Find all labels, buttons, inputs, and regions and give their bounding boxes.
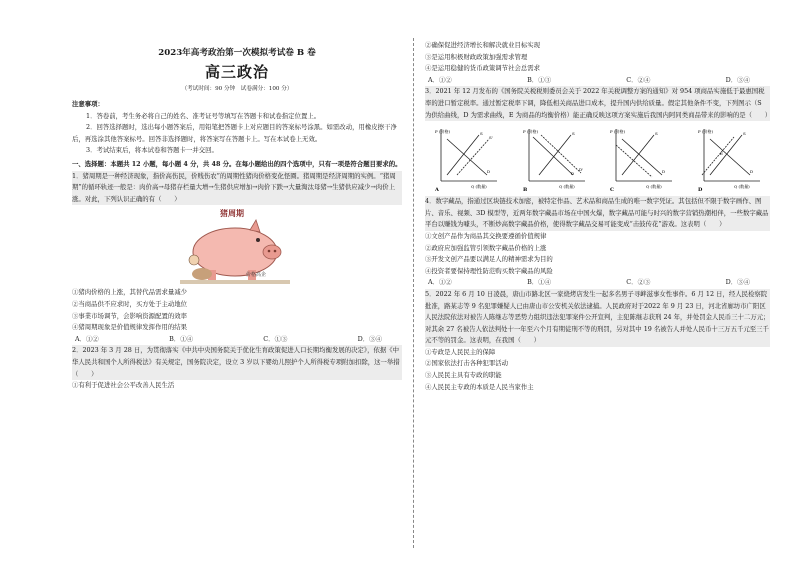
notice-heading: 注意事项： [72,100,104,108]
illustration-tag: 价格高企 [246,272,267,279]
axis-label-y: P (价格) [610,129,626,135]
curve-label: E [719,151,723,157]
chart-label: C [610,187,615,194]
choice: ①文创产品作为商品其交换要遵循价值规律 [425,231,547,240]
axis-label-y: P (价格) [435,129,451,135]
option-a: A．①② [428,278,452,287]
choice: ①有利于促进社会公平改善人民生活 [72,381,175,390]
option-c: C．②③ [626,278,651,287]
option-c: C．②④ [626,75,651,84]
option-b: B．①④ [527,278,551,287]
option-c: C．①③ [263,334,288,343]
curve-label: D' [578,167,583,173]
answer-options [425,75,770,87]
curve-label: S' [489,135,493,141]
option-a: A．①② [428,75,452,84]
choice: ②国家依法打击各种犯罪活动 [425,359,509,368]
choice: ①猪肉价格的上涨，其替代品需求量减少 [72,288,188,297]
curve-label: D [570,171,574,177]
choice: ③是运用积极财政政策加强需求管理 [425,52,528,61]
choice: ①专政是人民民主的保障 [425,347,496,356]
notice-item: 2．回答选择题时，选出每小题答案后，用铅笔把答题卡上对应题目的答案标号涂黑。如需改动，用橡皮擦干净后，再选涂其他答案标号。回答非选择题时，将答案写在答题卡上。写在本试卷上无效。 [72,123,397,143]
curve-label: S [571,131,575,137]
choice: ②政府应加强监管引领数字藏品价格的上涨 [425,243,547,252]
choice: ④猪周期现象是价值规律发挥作用的结果 [72,323,188,332]
answer-options [425,277,770,289]
chart-d [696,125,764,193]
chart-label: A [435,187,439,194]
axis-label-y: P (价格) [697,129,714,135]
curve-label: D [487,169,491,175]
left-column [72,40,402,392]
chart-label: B [522,187,527,194]
choice: ④投资者要保持理性防范购买数字藏品的风险 [425,266,553,275]
question-2-stem: 2．2023 年 3 月 28 日，为贯彻落实《中共中央国务院关于优化生育政策促进人口长期均衡发展的决定》，依据《中华人民共和国个人所得税法》有关规定，国务院决定，设立 3 岁以下婴幼儿照护个人所得税专项附加扣除，这一举措（ ） [72,345,402,380]
section-heading: 一、选择题：本题共 12 小题，每小题 4 分，共 48 分。在每小题给出的四个选项中，只有一项是符合题目要求的。 [72,159,402,168]
curve-label: D [662,169,666,175]
exam-title: 2023年高考政治第一次模拟考试卷 B 卷 [158,48,316,58]
option-b: B．①③ [527,75,551,84]
exam-meta: （考试时间：90 分钟 试卷满分：100 分） [181,86,293,92]
question-3-stem: 3．2021 年 12 月发布的《国务院关税税则委员会关于 2022 年关税调整方案的通知》对 954 项商品实施低于最惠国税率的进口暂定税率。通过暂定税率下调，降低相关商品进口成本，提升国内供给质量。假定其他条件不变，下列图示（S 为供给曲线，D 为需求曲线，E 为商品的均衡价格）能正确反映这项方案实施后我国内阿同类商品带来的影响的是（ ） [425,86,770,121]
choice: ②确保促进经济增长和解决就业目标实现 [425,41,541,49]
supply-demand-charts [433,125,764,193]
notice-item: 3．考试结束后，将本试卷和答题卡一并交回。 [86,146,218,155]
curve-label: S [480,131,483,137]
curve-label: S [742,131,746,137]
curve-label: D [749,169,754,175]
column-divider [413,38,414,548]
axis-label-x: Q (数量) [558,184,575,190]
axis-label-x: Q (数量) [471,184,487,190]
option-d: D．③④ [725,75,750,84]
subject-title: 高三政治 [204,63,269,81]
option-d: D．③④ [725,278,750,287]
right-column [425,40,770,393]
axis-label-y: P (价格) [522,129,538,135]
choice: ③人民民主具有专政的职能 [425,371,502,380]
question-4-stem: 4．数字藏品，指通过区块链技术加密，被特定作品、艺术品和商品生成的唯一数字凭证。其包括但不限于数字画作、图片、音乐、视频、3D 模型等，近两年数字藏品市场在中国火爆，数字藏品可能与时兴的数字营销热潮相伴，一些数字藏品平台以赚钱为噱头，不断炒高数字藏品价格，使得数字藏品交易可能变成“击鼓传花”游戏。这表明（ ） [425,196,770,231]
choice: ④是运用稳健的货币政策调节社会总需求 [425,64,541,73]
axis-label-x: Q (数量) [646,184,662,190]
question-1-stem: 1．猪周期是一种经济现象，指价高伤民，价贱伤农”的周期性猪肉价格变化怪圈。猪周期是经济周期的实例。“猪周期”的循环轨迹一般是：肉价高→母猪存栏量大增→生猪供应增加→肉价下跌→大量淘汰母猪→生猪供应减少→肉价上涨。对此，下列认识正确的有（ ） [72,171,402,206]
choice: ②当商品供不应求时，买方处于主动地位 [72,299,188,308]
chart-c [608,125,676,193]
axis-label-x: Q (数量) [733,184,750,190]
choice: ③开发文创产品要以满足人的精神需求为目的 [425,255,553,264]
option-a: A．①② [75,334,99,343]
option-d: D．③④ [357,334,382,343]
chart-label: D [697,187,703,194]
choice: ④人民民主专政的本质是人民当家作主 [425,382,534,391]
question-5-stem: 5．2022 年 6 月 10 日凌晨，唐山市路北区一家烧烤店发生一起多名男子寻衅滋事女性事件。6 月 12 日，经人民检察院批准，路某志等 9 名犯罪嫌疑人已由唐山市公安机关依法逮捕。人民政府对于2022 年 9 月 23 日，河北省廊坊市广阳区人民法院依法对被告人陈继志等恶势力组织违法犯罪案件公开宣判，主犯陈继志获刑 24 年，并处罚金人民币三十二万元；对其余 27 名被告人依法判处十一年至六个月有期徒刑不等的刑罚，另对其中 19 名被告人并处人民币十三万五千元至三千元不等的罚金。这表明，在我国（ ） [425,289,770,347]
illustration-caption: 猪周期 [220,208,244,219]
pig-cycle-illustration [180,208,290,284]
notice-item: 1．答卷前，考生务必将自己的姓名、准考证号等填写在答题卡和试卷指定位置上。 [86,111,321,120]
answer-options [72,334,402,346]
chart-a [433,125,501,193]
curve-label: S [655,131,659,137]
option-b: B．①④ [169,334,193,343]
choice: ③事業市场调节，会影响资源配置的效率 [72,311,188,320]
chart-b [521,125,589,193]
